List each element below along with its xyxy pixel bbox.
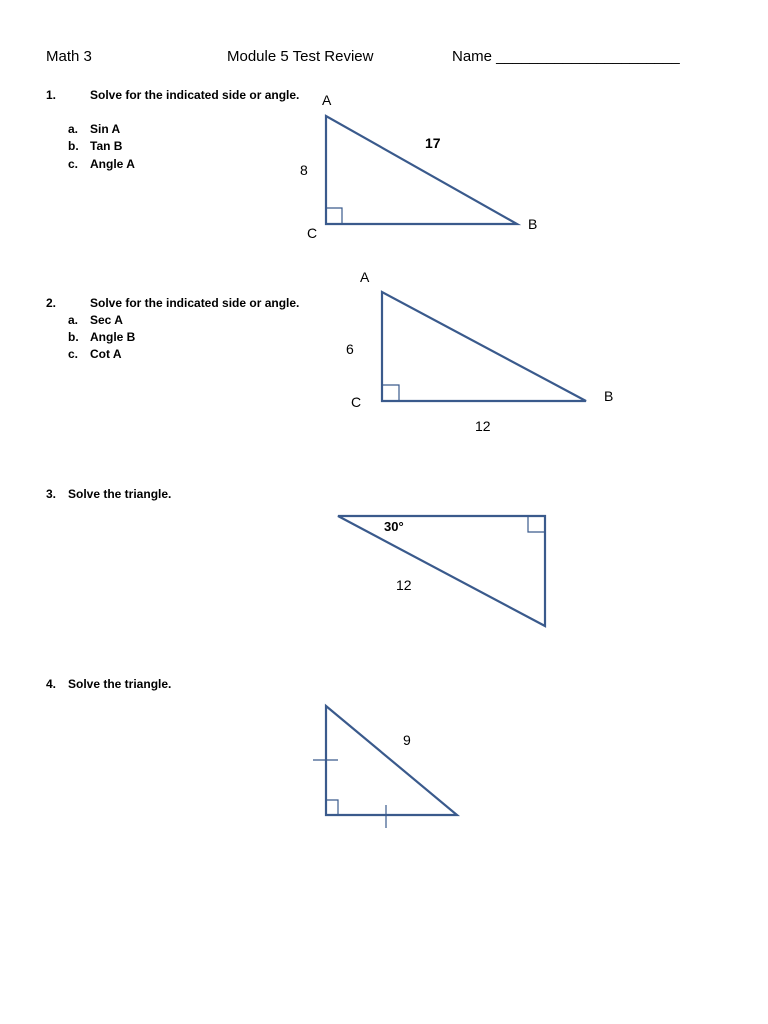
part-letter: c. [68,157,79,171]
right-angle-mark [528,516,545,532]
vertex-label-a: A [322,92,332,108]
course-label: Math 3 [46,48,92,65]
vertex-label-b: B [528,216,538,232]
triangle-2 [382,292,586,401]
triangle-1 [326,116,517,224]
part-letter: a. [68,313,79,327]
question-number: 3. [46,487,57,501]
right-angle-mark [326,800,338,815]
side-label-ac: 6 [346,341,354,357]
part-text: Sec A [90,313,123,327]
right-angle-mark [382,385,399,401]
part-text: Tan B [90,139,123,153]
part-letter: c. [68,347,79,361]
vertex-label-c: C [351,394,362,410]
page-title: Module 5 Test Review [227,48,374,65]
question-number: 4. [46,677,57,691]
question-number: 2. [46,296,57,310]
side-label-ac: 8 [300,162,308,178]
vertex-label-a: A [360,269,370,285]
triangle-3 [338,516,545,626]
vertex-label-c: C [307,225,318,241]
question-number: 1. [46,88,57,102]
part-letter: b. [68,330,79,344]
name-field: Name ______________________ [452,48,680,65]
part-text: Angle A [90,157,135,171]
question-prompt: Solve the triangle. [68,487,172,501]
part-text: Sin A [90,122,121,136]
side-label-ab: 17 [425,135,441,151]
part-letter: a. [68,122,79,136]
side-label-cb: 12 [475,418,491,434]
hypotenuse-label: 12 [396,577,412,593]
vertex-label-b: B [604,388,614,404]
part-text: Cot A [90,347,122,361]
question-prompt: Solve for the indicated side or angle. [90,88,300,102]
part-text: Angle B [90,330,136,344]
question-prompt: Solve for the indicated side or angle. [90,296,300,310]
hypotenuse-label: 9 [403,732,411,748]
triangle-4 [326,706,457,815]
part-letter: b. [68,139,79,153]
angle-label: 30° [384,519,404,534]
question-prompt: Solve the triangle. [68,677,172,691]
right-angle-mark [326,208,342,224]
